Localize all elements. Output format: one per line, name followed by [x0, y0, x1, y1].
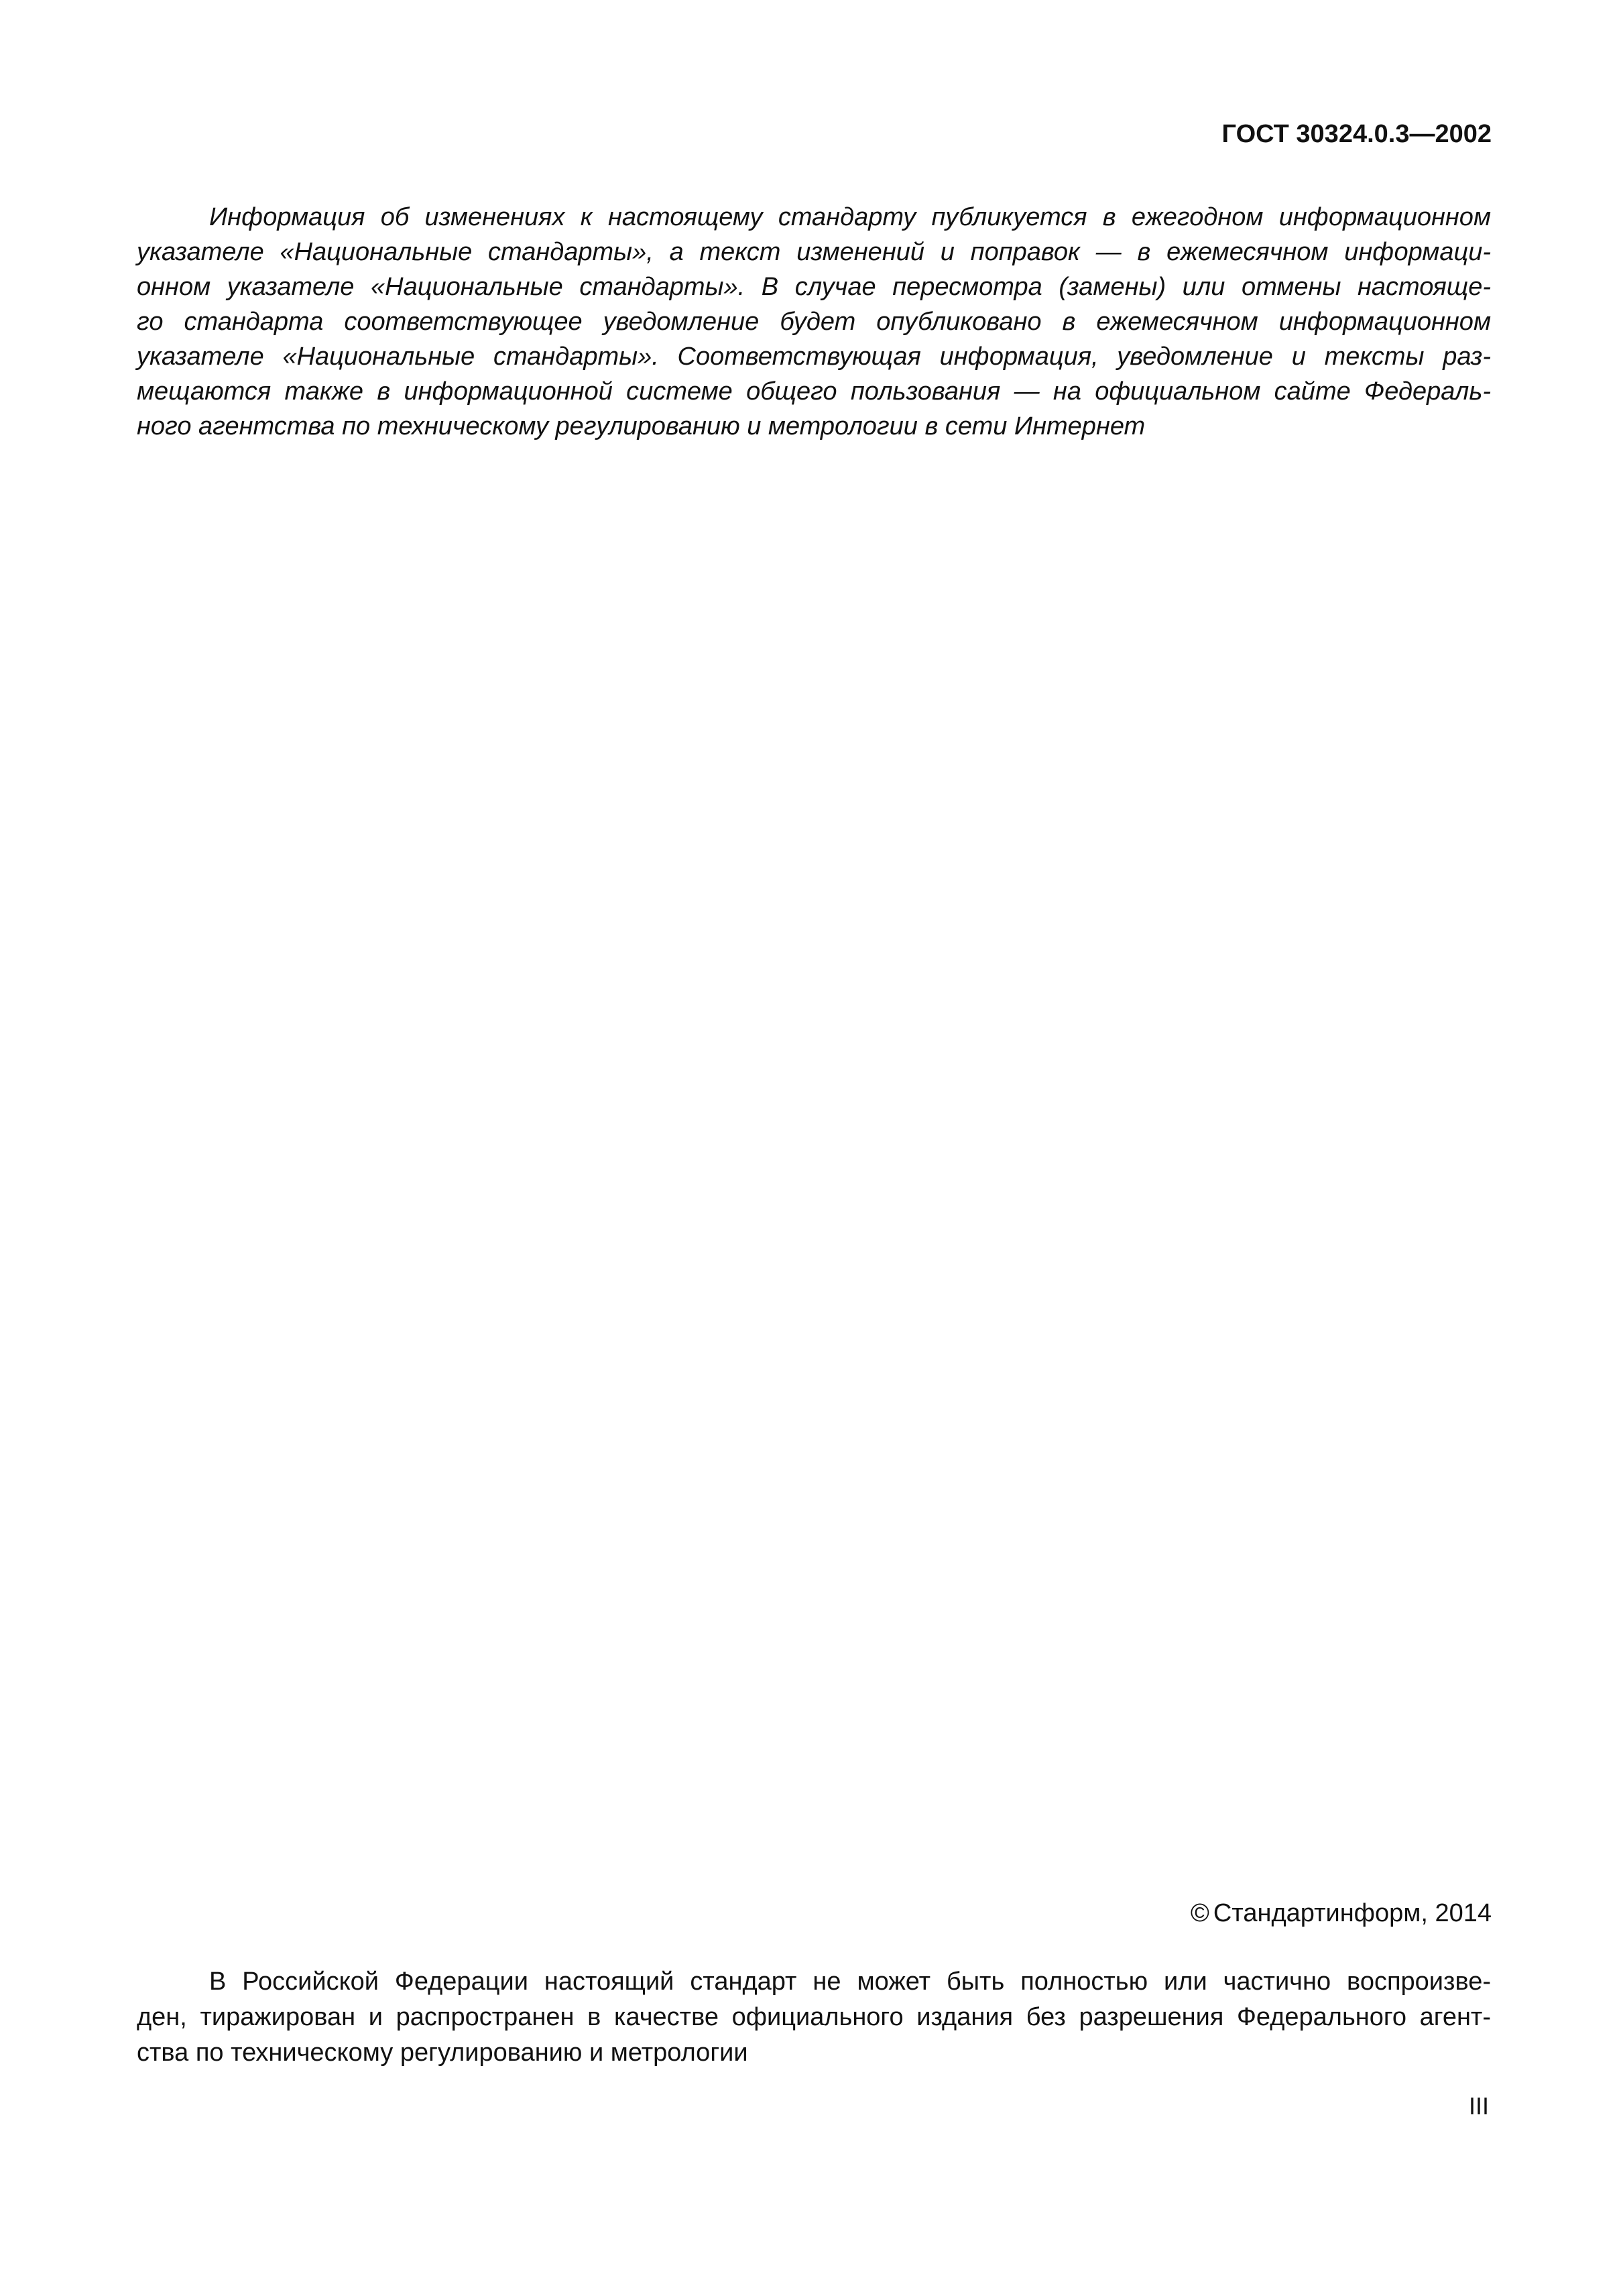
notice-line: ного агентства по техническому регулированию и метрологии в сети Интернет	[137, 412, 1146, 440]
reproduction-rights	[137, 1964, 1491, 2071]
standard-number: ГОСТ 30324.0.3—2002	[1221, 120, 1492, 148]
notice-line: указателе «Национальные стандарты», а текст изменений и поправок — в ежемесячном информаци-	[137, 238, 1491, 266]
rights-line: ства по техническому регулированию и метрологии	[137, 2039, 748, 2067]
notice-line: Информация об изменениях к настоящему стандарту публикуется в ежегодном информационном	[209, 203, 1491, 231]
notice-line: указателе «Национальные стандарты». Соответствующая информация, уведомление и тексты раз-	[137, 343, 1491, 371]
notice-line: го стандарта соответствующее уведомление будет опубликовано в ежемесячном информационном	[137, 308, 1491, 336]
page-number: III	[1468, 2092, 1489, 2120]
rights-line: ден, тиражирован и распространен в качестве официального издания без разрешения Федерального агент-	[137, 2003, 1491, 2031]
notice-line: онном указателе «Национальные стандарты». В случае пересмотра (замены) или отмены настояще-	[137, 273, 1491, 301]
copyright-text: Стандартинформ, 2014	[1213, 1899, 1492, 1927]
copyright-notice	[1191, 1898, 1492, 1929]
notice-line: мещаются также в информационной системе общего пользования — на официальном сайте Федераль-	[137, 377, 1491, 406]
copyright-symbol: ©	[1190, 1899, 1209, 1927]
rights-line: В Российской Федерации настоящий стандарт не может быть полностью или частично воспроизве-	[209, 1968, 1491, 1996]
amendments-notice	[137, 200, 1491, 444]
